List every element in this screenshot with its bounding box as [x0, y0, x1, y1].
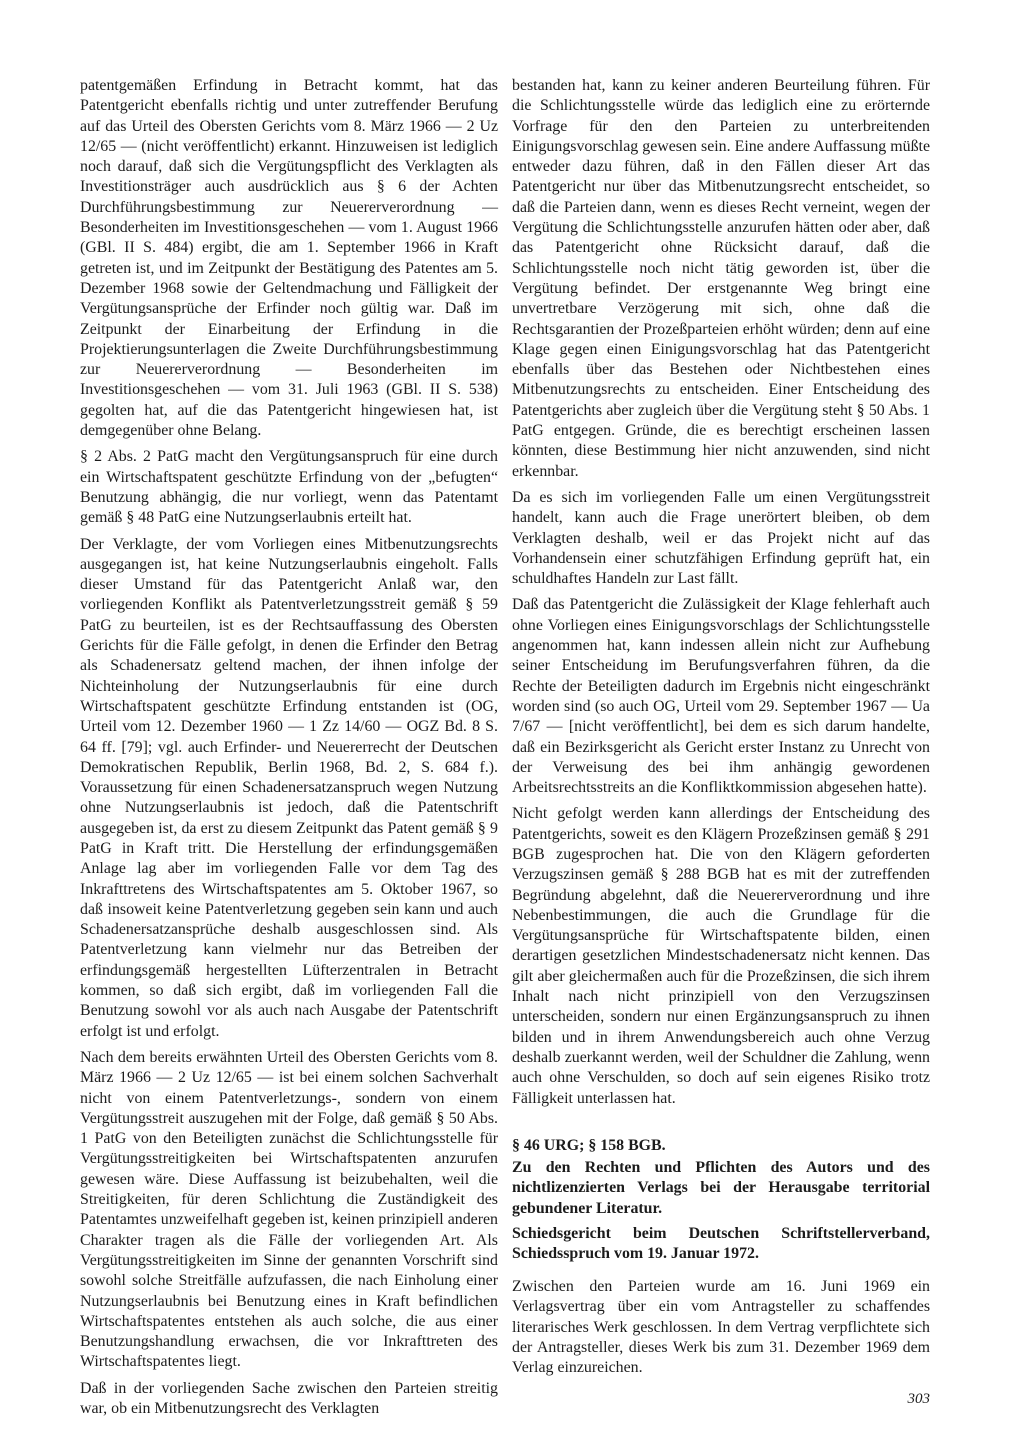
- case-court-decision: Schiedsgericht beim Deutschen Schriftstellerverband, Schiedsspruch vom 19. Januar 1972.: [512, 1225, 930, 1263]
- page-number: 303: [907, 1391, 930, 1407]
- body-paragraph: § 2 Abs. 2 PatG macht den Vergütungsanspruch für eine durch ein Wirtschaftspatent geschützte Erfindung von der „befugten“ Benutzung abhängig, die nur vorliegt, wenn das Patentamt gemäß § 48 PatG eine Nutzungserlaubnis erteilt hat.: [80, 448, 498, 527]
- body-paragraph: Nicht gefolgt werden kann allerdings der Entscheidung des Patentgerichts, soweit es den Klägern Prozeßzinsen gemäß § 291 BGB zugesprochen hat. Die von den Klägern geforderten Verzugszinsen gemäß § 288 BGB hat es mit der zutreffenden Begründung abgelehnt, daß die Neuererverordnung und ihre Nebenbestimmungen, die auch die Grundlage für die Vergütungsansprüche für Wirtschaftspatente bilden, einen derartigen gesetzlichen Mindestschadenersatz nicht kennen. Das gilt aber gleichermaßen auch für die Prozeßzinsen, die sich ihrem Inhalt nach nicht prinzipiell von den Verzugszinsen unterscheiden, sondern nur einen Ergänzungsanspruch zu ihnen bilden und in ihrem Anwendungsbereich auch ohne Verzug deshalb zuerkannt werden, weil der Schuldner die Zahlung, wenn auch ohne Verschulden, so doch auf sein eigenes Risiko trotz Fälligkeit unterlassen hat.: [512, 805, 930, 1107]
- body-paragraph: patentgemäßen Erfindung in Betracht kommt, hat das Patentgericht ebenfalls richtig und unter zutreffender Berufung auf das Urteil des Obersten Gerichts vom 8. März 1966 — 2 Uz 12/65 — (nicht veröffentlicht) erkannt. Hinzuweisen ist lediglich noch darauf, daß sich die Vergütungspflicht des Verklagten als Investitionsträger auch ausdrücklich aus § 6 der Achten Durchführungsbestimmung zur Neuererverordnung — Besonderheiten im Investitionsgeschehen — vom 1. August 1966 (GBl. II S. 484) ergibt, die am 1. September 1966 in Kraft getreten ist, und im Zeitpunkt der Bestätigung des Patentes am 5. Dezember 1968 sowie der Geltendmachung und Fälligkeit der Vergütungsansprüche der Erfinder noch gültig war. Daß im Zeitpunkt der Einarbeitung der Erfindung in die Projektierungsunterlagen die Zweite Durchführungsbestimmung zur Neuererverordnung — Besonderheiten im Investitionsgeschehen — vom 31. Juli 1963 (GBl. II S. 538) gegolten hat, auf die das Patentgericht hingewiesen hat, ist demgegenüber ohne Belang.: [80, 77, 498, 440]
- left-text-column: [80, 76, 498, 1425]
- case-legal-reference: § 46 URG; § 158 BGB.: [512, 1137, 666, 1154]
- body-paragraph: Da es sich im vorliegenden Falle um einen Vergütungsstreit handelt, kann auch die Frage unerörtert bleiben, ob dem Verklagten deshalb, weil er das Projekt nicht auf das Vorhandensein einer schutzfähigen Erfindung geprüft hat, ein schuldhaftes Handeln zur Last fällt.: [512, 488, 930, 588]
- body-paragraph: Daß das Patentgericht die Zulässigkeit der Klage fehlerhaft auch ohne Vorliegen eines Einigungsvorschlags der Schlichtungsstelle angenommen hat, kann indessen allein nicht zur Aufhebung seiner Entscheidung im Berufungsverfahren führen, da die Rechte der Beteiligten dadurch im Ergebnis nicht eingeschränkt worden sind (so auch OG, Urteil vom 29. September 1967 — Ua 7/67 — [nicht veröffentlicht], bei dem es sich darum handelte, daß ein Bezirksgericht als Gericht erster Instanz zu Unrecht von der Verweisung des bei ihm anhängig gewordenen Arbeitsrechtsstreits an die Konfliktkommission abgesehen hatte).: [512, 596, 930, 797]
- body-paragraph: Nach dem bereits erwähnten Urteil des Obersten Gerichts vom 8. März 1966 — 2 Uz 12/65 — ist bei einem solchen Sachverhalt nicht von einem Patentverletzungs-, sondern von einem Vergütungsstreit auszugehen mit der Folge, daß gemäß § 50 Abs. 1 PatG von den Beteiligten zunächst die Schlichtungsstelle für Vergütungsstreitigkeiten bei Wirtschaftspatenten anzurufen gewesen wäre. Diese Auffassung ist beizubehalten, weil die Streitigkeiten, für deren Schlichtung die Zuständigkeit des Patentamtes unzweifelhaft gegeben ist, keinen prinzipiell anderen Charakter tragen als die Fälle der vorliegenden Art. Als Vergütungsstreitigkeiten im Sinne der genannten Vorschrift sind sowohl solche Streitfälle aufzufassen, die nach Einholung einer Nutzungserlaubnis bei Benutzung eines in Kraft befindlichen Wirtschaftspatentes entstehen als auch solche, die aus einer Benutzungshandlung erwachsen, die vor Inkrafttreten des Wirtschaftspatentes liegt.: [80, 1048, 498, 1371]
- body-paragraph: bestanden hat, kann zu keiner anderen Beurteilung führen. Für die Schlichtungsstelle würde das lediglich eine zu erörternde Vorfrage für den den Parteien zu unterbreitenden Einigungsvorschlag gewesen sein. Eine andere Auffassung müßte entweder dazu führen, daß in den Fällen dieser Art das Patentgericht nur über das Mitbenutzungsrecht entscheidet, so daß die Parteien dann, wenn es dieses Recht verneint, wegen der Vergütung die Schlichtungsstelle anzurufen hätten oder aber, daß das Patentgericht ohne Rücksicht darauf, daß die Schlichtungsstelle noch nicht tätig geworden ist, über die Vergütung befindet. Der erstgenannte Weg bringt eine unvertretbare Verzögerung mit sich, ohne daß die Rechtsgarantien der Prozeßparteien erhöht würden; denn auf eine Klage gegen einen Einigungsvorschlag hat das Patentgericht ebenfalls über das Bestehen oder Nichtbestehen eines Mitbenutzungsrechts zu entscheiden. Einer Entscheidung des Patentgerichts aber zugleich über die Vergütung steht § 50 Abs. 1 PatG entgegen. Gründe, die es berechtigt erscheinen lassen könnten, diese Bestimmung hier nicht anzuwenden, sind nicht erkennbar.: [512, 77, 930, 480]
- case-first-paragraph: Zwischen den Parteien wurde am 16. Juni 1969 ein Verlagsvertrag über ein vom Antragsteller zu schaffendes literarisches Werk geschlossen. In dem Vertrag verpflichtete sich der Antragsteller, dieses Werk bis zum 31. Dezember 1969 dem Verlag einzureichen.: [512, 1278, 930, 1377]
- body-paragraph: Daß in der vorliegenden Sache zwischen den Parteien streitig war, ob ein Mitbenutzungsrecht des Verklagten: [80, 1379, 498, 1417]
- right-text-column: [512, 76, 930, 1115]
- case-headnote: Zu den Rechten und Pflichten des Autors und des nichtlizenzierten Verlags bei der Herausgabe territorial gebundener Literatur.: [512, 1159, 930, 1217]
- body-paragraph: Der Verklagte, der vom Vorliegen eines Mitbenutzungsrechts ausgegangen ist, hat keine Nutzungserlaubnis eingeholt. Falls dieser Umstand für das Patentgericht Anlaß war, den vorliegenden Konflikt als Patentverletzungsstreit gemäß § 59 PatG zu beurteilen, ist es der Rechtsauffassung des Obersten Gerichts für die Fälle gefolgt, in denen die Erfinder den Betrag als Schadenersatz geltend machen, der ihnen infolge der Nichteinholung der Nutzungserlaubnis für eine durch Wirtschaftspatent geschützte Erfindung entstanden ist (OG, Urteil vom 12. Dezember 1960 — 1 Zz 14/60 — OGZ Bd. 8 S. 64 ff. [79]; vgl. auch Erfinder- und Neuererrecht der Deutschen Demokratischen Republik, Berlin 1968, Bd. 2, S. 684 f.). Voraussetzung für einen Schadenersatzanspruch wegen Nutzung ohne Nutzungserlaubnis ist jedoch, daß die Patentschrift ausgegeben ist, da erst zu diesem Zeitpunkt das Patent gemäß § 9 PatG in Kraft tritt. Die Herstellung der erfindungsgemäßen Anlage lag aber im vorliegenden Falle vor dem Tag des Inkrafttretens des Wirtschaftspatentes am 5. Oktober 1967, so daß insoweit keine Patentverletzung gegeben sein kann und auch Schadenersatzansprüche deshalb ausgeschlossen sind. Als Patentverletzung kann vielmehr nur das Betreiben der erfindungsgemäß hergestellten Lüfterzentralen in Betracht kommen, so daß sich ergibt, daß im vorliegenden Fall die Benutzung sowohl vor als auch nach Ausgabe der Patentschrift erfolgt ist und erfolgt.: [80, 535, 498, 1040]
